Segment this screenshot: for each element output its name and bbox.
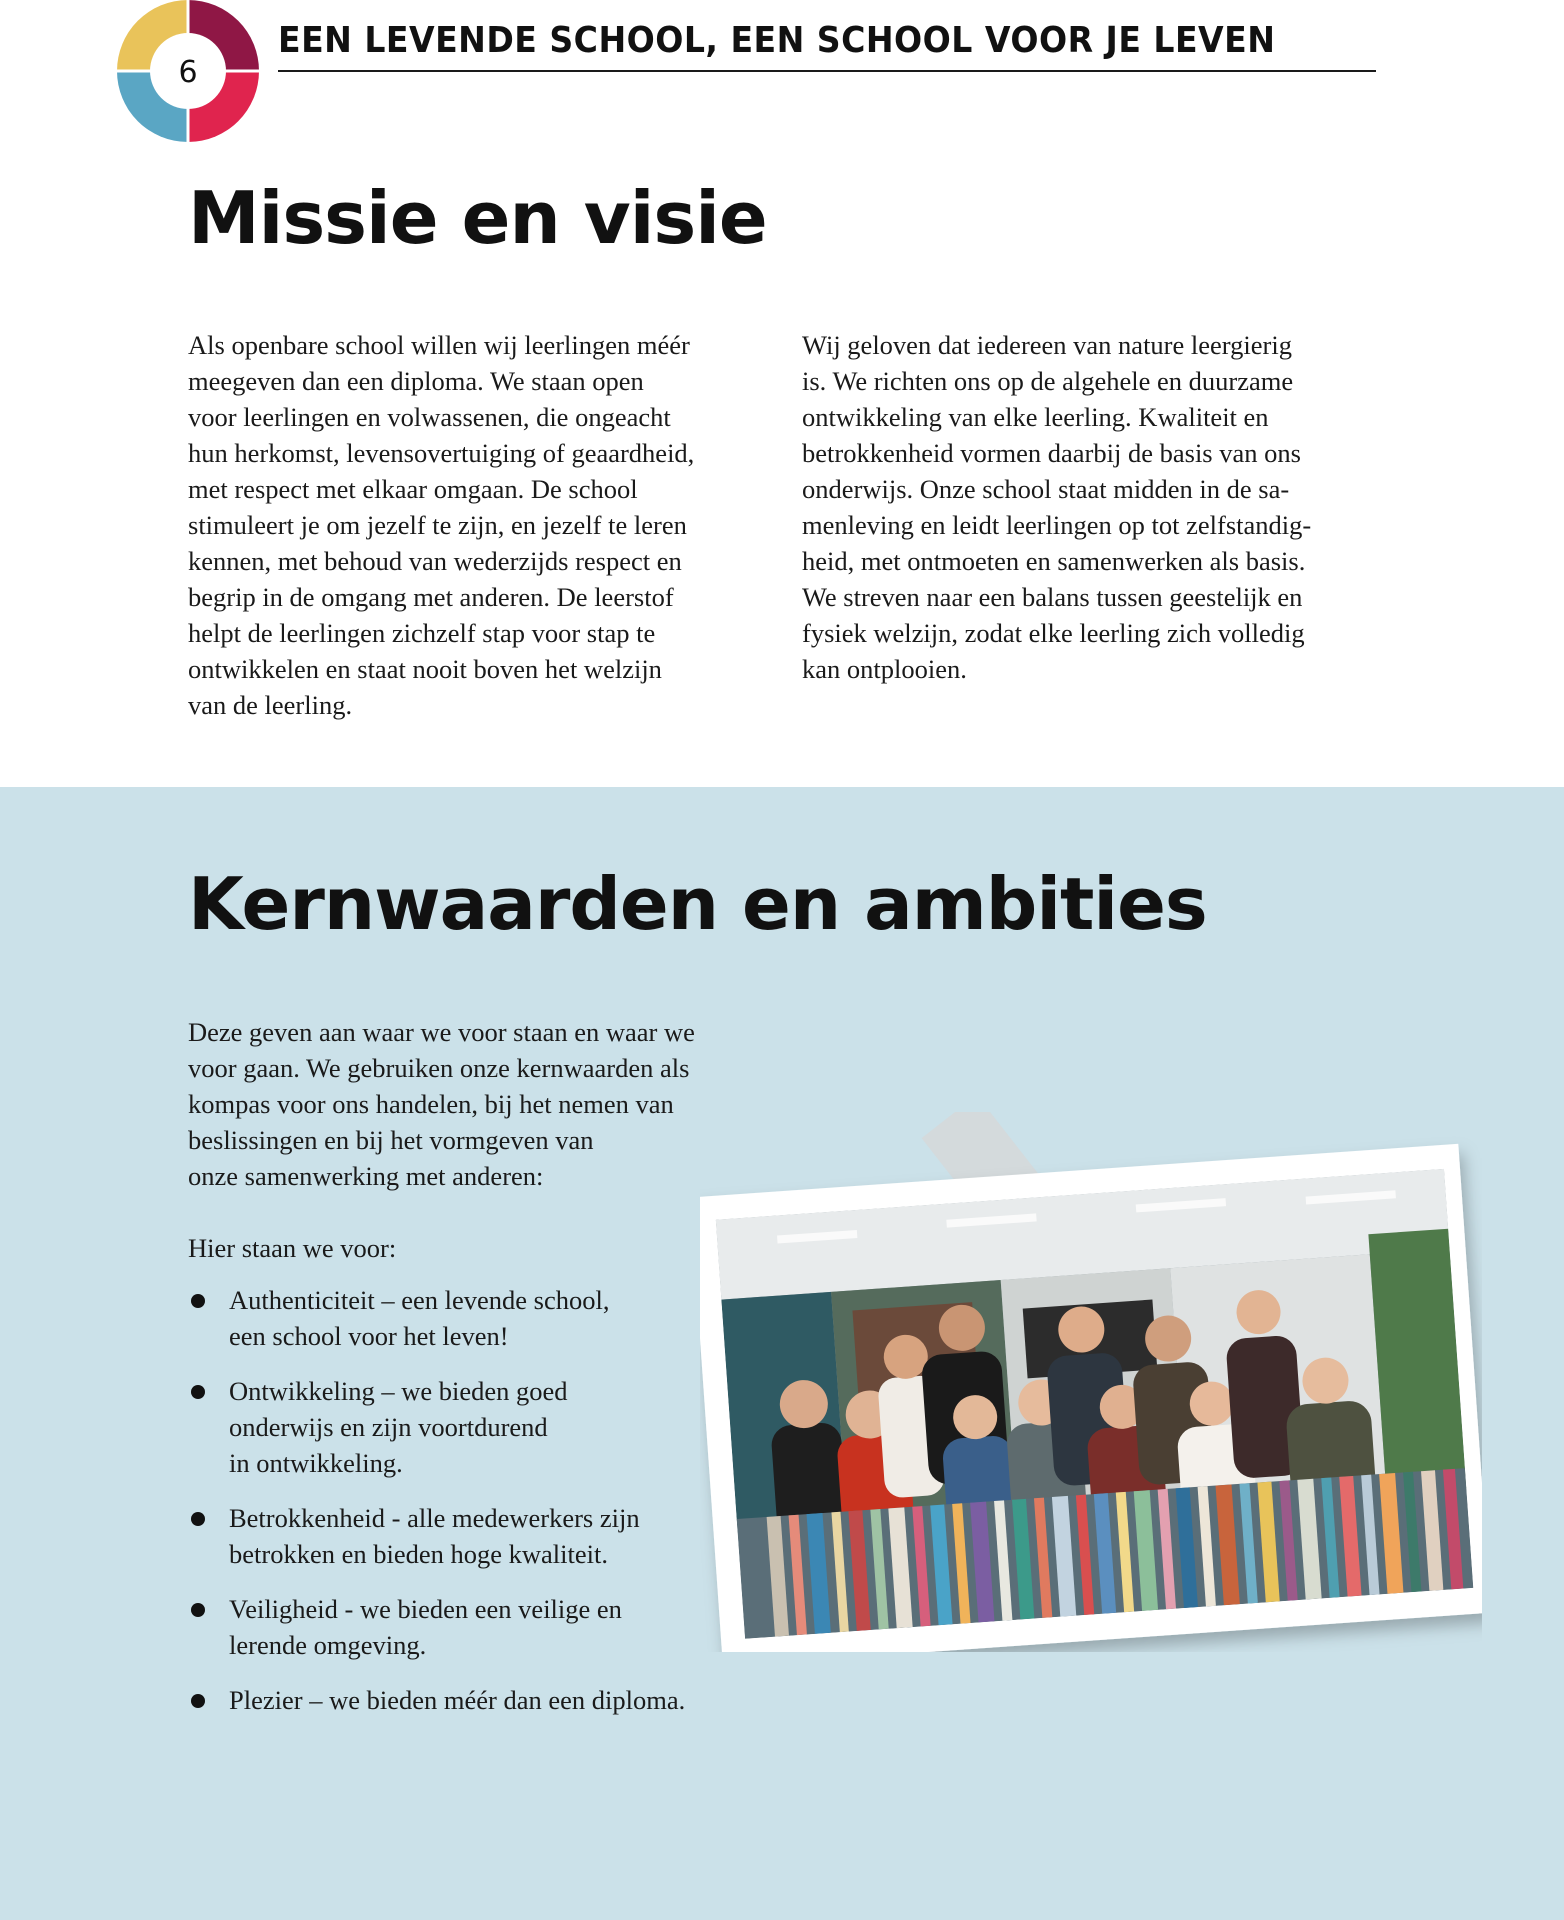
text-line: We streven naar een balans tussen geestelijk en	[802, 582, 1303, 612]
core-value-betrokkenheid: Betrokkenheid - alle medewerkers zijn betrokken en bieden hoge kwaliteit.	[188, 1500, 685, 1572]
text-line: met respect met elkaar omgaan. De school	[188, 474, 638, 504]
text-line: beslissingen en bij het vormgeven van	[188, 1125, 594, 1155]
text-line: kennen, met behoud van wederzijds respect en	[188, 546, 682, 576]
values-intro-paragraph	[188, 1014, 695, 1194]
core-value-plezier: Plezier – we bieden méér dan een diploma.	[188, 1682, 685, 1718]
text-line: fysiek welzijn, zodat elke leerling zich volledig	[802, 618, 1305, 648]
text-line: ontwikkeling van elke leerling. Kwaliteit en	[802, 402, 1269, 432]
text-line: menleving en leidt leerlingen op tot zelfstandig-	[802, 510, 1312, 540]
text-line: meegeven dan een diploma. We staan open	[188, 366, 644, 396]
text-line: voor gaan. We gebruiken onze kernwaarden als	[188, 1053, 690, 1083]
mission-heading: Missie en visie	[188, 176, 767, 260]
text-line: Als openbare school willen wij leerlingen méér	[188, 330, 690, 360]
core-value-veiligheid: Veiligheid - we bieden een veilige en lerende omgeving.	[188, 1591, 685, 1663]
text-line: Wij geloven dat iedereen van nature leergierig	[802, 330, 1292, 360]
page-number-badge	[117, 0, 259, 142]
text-line: hun herkomst, levensovertuiging of geaardheid,	[188, 438, 695, 468]
text-line: begrip in de omgang met anderen. De leerstof	[188, 582, 674, 612]
mission-left-paragraph	[188, 327, 694, 723]
text-line: stimuleert je om jezelf te zijn, en jezelf te leren	[188, 510, 687, 540]
team-photo	[700, 1112, 1482, 1652]
text-line: betrokkenheid vormen daarbij de basis van ons	[802, 438, 1301, 468]
text-line: kompas voor ons handelen, bij het nemen van	[188, 1089, 674, 1119]
core-values-list	[188, 1282, 685, 1737]
text-line: Deze geven aan waar we voor staan en waar we	[188, 1017, 695, 1047]
text-line: onze samenwerking met anderen:	[188, 1161, 544, 1191]
core-value-authenticiteit: Authenticiteit – een levende school, een school voor het leven!	[188, 1282, 685, 1354]
running-header-title: EEN LEVENDE SCHOOL, EEN SCHOOL VOOR JE LEVEN	[278, 20, 1276, 61]
header-divider	[278, 70, 1376, 72]
text-line: van de leerling.	[188, 690, 353, 720]
text-line: is. We richten ons op de algehele en duurzame	[802, 366, 1294, 396]
values-heading: Kernwaarden en ambities	[188, 862, 1207, 946]
text-line: kan ontplooien.	[802, 654, 967, 684]
text-line: voor leerlingen en volwassenen, die ongeacht	[188, 402, 671, 432]
text-line: ontwikkelen en staat nooit boven het welzijn	[188, 654, 662, 684]
mission-right-paragraph	[802, 327, 1311, 687]
text-line: helpt de leerlingen zichzelf stap voor stap te	[188, 618, 656, 648]
values-list-heading: Hier staan we voor:	[188, 1233, 397, 1263]
core-value-ontwikkeling: Ontwikkeling – we bieden goed onderwijs en zijn voortdurend in ontwikkeling.	[188, 1373, 685, 1481]
text-line: heid, met ontmoeten en samenwerken als basis.	[802, 546, 1306, 576]
page-number: 6	[178, 55, 198, 90]
text-line: onderwijs. Onze school staat midden in de sa-	[802, 474, 1290, 504]
